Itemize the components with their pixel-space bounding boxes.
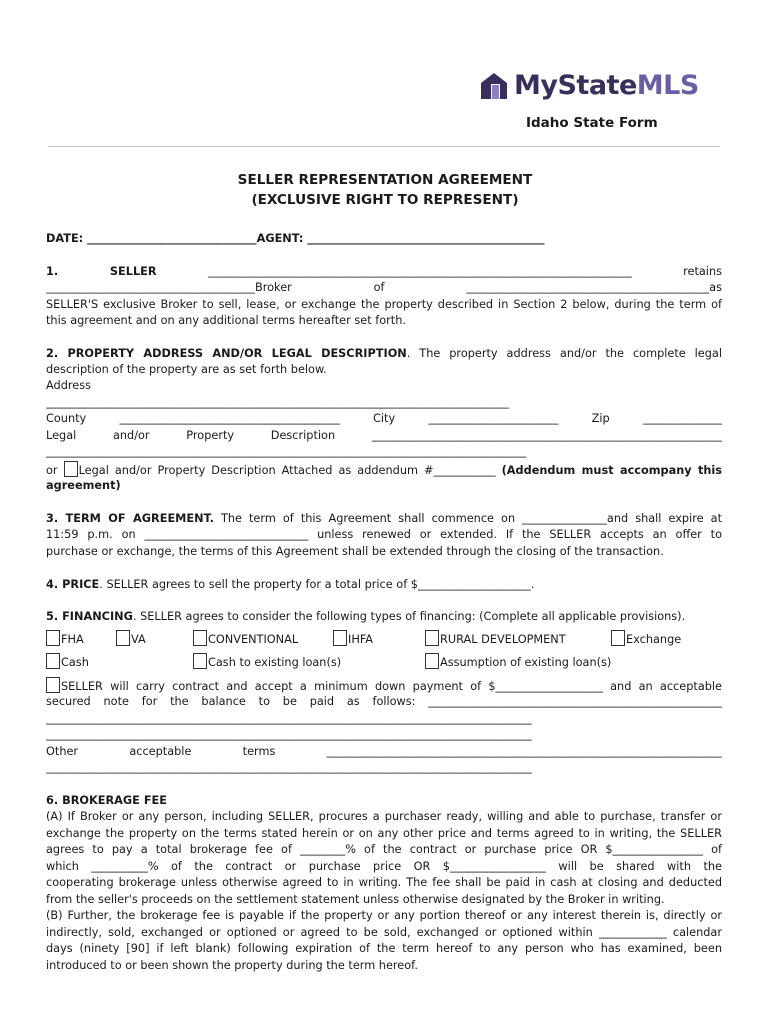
s6-line-5: cooperating brokerage unless otherwise agreed to in writing. The fee shall be paid in cash at closing and deducted: [46, 876, 722, 889]
s4-heading: 4. PRICE: [46, 578, 100, 591]
s2-line-1-rest: . The property address and/or the complete legal: [406, 347, 722, 360]
logo-text-a: MyState: [514, 70, 637, 101]
county-label: County: [46, 412, 87, 425]
rural-development-option[interactable]: [425, 630, 566, 648]
date-label: DATE:: [46, 232, 84, 245]
seller-carry-checkbox[interactable]: [46, 677, 60, 693]
cash-existing-loan-option[interactable]: [193, 653, 341, 671]
form-name: Idaho State Form: [526, 115, 658, 131]
cash-checkbox[interactable]: [46, 653, 60, 669]
s5-line: [46, 609, 722, 625]
agent-label: AGENT:: [256, 232, 304, 245]
legal-description-field[interactable]: ______________________________________________________________: [371, 429, 723, 442]
addendum-checkbox[interactable]: [64, 461, 78, 477]
s5-heading: 5. FINANCING: [46, 610, 133, 623]
zip-label: Zip: [591, 412, 610, 425]
s6-line-6: from the seller's proceeds on the settlement statement unless otherwise designated by the Broker in writing.: [46, 893, 665, 906]
logo-text-b: MLS: [636, 70, 699, 101]
document-subtitle: (EXCLUSIVE RIGHT TO REPRESENT): [251, 192, 519, 208]
city-label: City: [373, 412, 396, 425]
other-terms-field-2[interactable]: ______________________________________________________________________________________: [46, 761, 532, 774]
other-terms-line: [46, 744, 722, 760]
header-divider: [48, 146, 720, 147]
s4-line: [46, 577, 722, 593]
legal-description-field-2[interactable]: _____________________________________________________________________________________: [46, 445, 527, 458]
s1-line-4: this agreement and on any additional terms hereafter set forth.: [46, 314, 406, 327]
date-field[interactable]: ______________________________: [87, 232, 257, 245]
s6-line-7: (B) Further, the brokerage fee is payable if the property or any portion thereof or any interest therein is, directly or: [46, 909, 722, 922]
assumption-option[interactable]: [425, 653, 611, 671]
assumption-checkbox[interactable]: [425, 653, 439, 669]
house-logo-icon: [478, 70, 510, 102]
s3-line-1: [46, 511, 722, 527]
s6-line-10: introduced to or been shown the property during the term hereof.: [46, 959, 418, 972]
conventional-label: CONVENTIONAL: [208, 633, 299, 646]
cash-option[interactable]: [46, 653, 89, 671]
legal-description-label: Legal and/or Property Description: [46, 429, 336, 442]
broker-agent-field[interactable]: _____________________________________Broker of: [46, 281, 385, 294]
assumption-label: Assumption of existing loan(s): [440, 656, 612, 669]
s6-line-8: indirectly, sold, exchanged or optioned or agreed to be sold, exchanged or optioned within ____________ calendar: [46, 926, 722, 939]
rural-development-label: RURAL DEVELOPMENT: [440, 633, 566, 646]
va-option[interactable]: [116, 630, 146, 648]
legal-description-line: [46, 428, 722, 444]
s4-text: . SELLER agrees to sell the property for a total price of $____________________.: [99, 578, 535, 591]
addendum-text: Legal and/or Property Description Attached as addendum #___________: [78, 464, 496, 477]
fha-option[interactable]: [46, 630, 84, 648]
cash-existing-loan-label: Cash to existing loan(s): [208, 656, 342, 669]
s1-heading: 1. SELLER: [46, 265, 157, 278]
financing-field-2[interactable]: ______________________________________________________________________________________: [46, 728, 532, 741]
s2-line-2: description of the property are as set forth below.: [46, 363, 327, 376]
s2-line-1: [46, 346, 722, 362]
s5-text: . SELLER agrees to consider the following types of financing: (Complete all applicable provisions).: [132, 610, 686, 623]
addendum-note: (Addendum must accompany this: [501, 464, 723, 477]
s3-heading: 3. TERM OF AGREEMENT.: [46, 512, 214, 525]
secured-note-line: [46, 694, 722, 710]
agent-field[interactable]: __________________________________________: [307, 232, 545, 245]
date-agent-line: [46, 231, 722, 247]
s6-line-4: which __________% of the contract or purchase price OR $_________________ will be shared with the: [46, 860, 722, 873]
s1-line-1: [46, 264, 722, 280]
seller-name-field[interactable]: ___________________________________________________________________________: [208, 265, 632, 278]
other-terms-field[interactable]: ______________________________________________________________________: [326, 745, 722, 758]
s1-line-2: [46, 280, 722, 296]
s6-heading: 6. BROKERAGE FEE: [46, 794, 167, 807]
or-text: or: [46, 464, 58, 477]
addendum-note-2: agreement): [46, 479, 121, 492]
seller-carry-text: SELLER will carry contract and accept a minimum down payment of $___________________: [61, 680, 603, 693]
financing-field-1[interactable]: ______________________________________________________________________________________: [46, 712, 532, 725]
seller-carry-line: [46, 677, 722, 695]
s1-retains: retains: [683, 265, 722, 278]
s3-line-3: purchase or exchange, the terms of this Agreement shall be extended through the closing of the transaction.: [46, 545, 664, 558]
brokerage-field[interactable]: ___________________________________________as: [466, 281, 722, 294]
s6-line-2: exchange the property on the terms stated herein or on any other price and terms agreed to in writing, the SELLER: [46, 827, 722, 840]
zip-field[interactable]: ______________: [642, 412, 722, 425]
county-field[interactable]: _______________________________________: [119, 412, 340, 425]
other-terms-label: Other acceptable terms: [46, 745, 276, 758]
exchange-checkbox[interactable]: [611, 630, 625, 646]
va-checkbox[interactable]: [116, 630, 130, 646]
rural-development-checkbox[interactable]: [425, 630, 439, 646]
exchange-option[interactable]: [611, 630, 681, 648]
addendum-line: [46, 461, 722, 479]
ihfa-checkbox[interactable]: [333, 630, 347, 646]
fha-label: FHA: [61, 633, 84, 646]
s1-line-3: SELLER'S exclusive Broker to sell, lease, or exchange the property described in Section 2 below, during the term of: [46, 298, 722, 311]
s2-heading: 2. PROPERTY ADDRESS AND/OR LEGAL DESCRIPTION: [46, 347, 407, 360]
s3-line-1-rest: The term of this Agreement shall commence on _______________and shall expire at: [220, 512, 722, 525]
secured-note-field[interactable]: ____________________________________________________: [428, 695, 722, 708]
cash-existing-loan-checkbox[interactable]: [193, 653, 207, 669]
ihfa-option[interactable]: [333, 630, 373, 648]
va-label: VA: [131, 633, 146, 646]
s3-line-2: 11:59 p.m. on _____________________________ unless renewed or extended. If the SELLER accepts an offer to: [46, 528, 722, 541]
county-city-zip-line: [46, 411, 722, 427]
logo-text: [514, 70, 699, 102]
ihfa-label: IHFA: [348, 633, 374, 646]
s6-line-9: days (ninety [90] if left blank) following expiration of the term hereof to any person who has examined, been: [46, 942, 722, 955]
fha-checkbox[interactable]: [46, 630, 60, 646]
address-field[interactable]: __________________________________________________________________________________: [46, 396, 510, 409]
seller-carry-text-2: and an acceptable: [610, 680, 722, 693]
address-label: Address: [46, 379, 91, 392]
secured-note-text: secured note for the balance to be paid as follows:: [46, 695, 416, 708]
conventional-checkbox[interactable]: [193, 630, 207, 646]
document-title: SELLER REPRESENTATION AGREEMENT: [237, 172, 533, 188]
city-field[interactable]: _______________________: [428, 412, 559, 425]
s6-line-1: (A) If Broker or any person, including SELLER, procures a purchaser ready, willing and able to purchase, transfer or: [46, 810, 722, 823]
conventional-option[interactable]: [193, 630, 298, 648]
exchange-label: Exchange: [626, 633, 682, 646]
s6-line-3: agrees to pay a total brokerage fee of ________% of the contract or purchase price OR $________________ of: [46, 843, 722, 856]
mystatemls-logo: [478, 70, 699, 102]
cash-label: Cash: [61, 656, 89, 669]
